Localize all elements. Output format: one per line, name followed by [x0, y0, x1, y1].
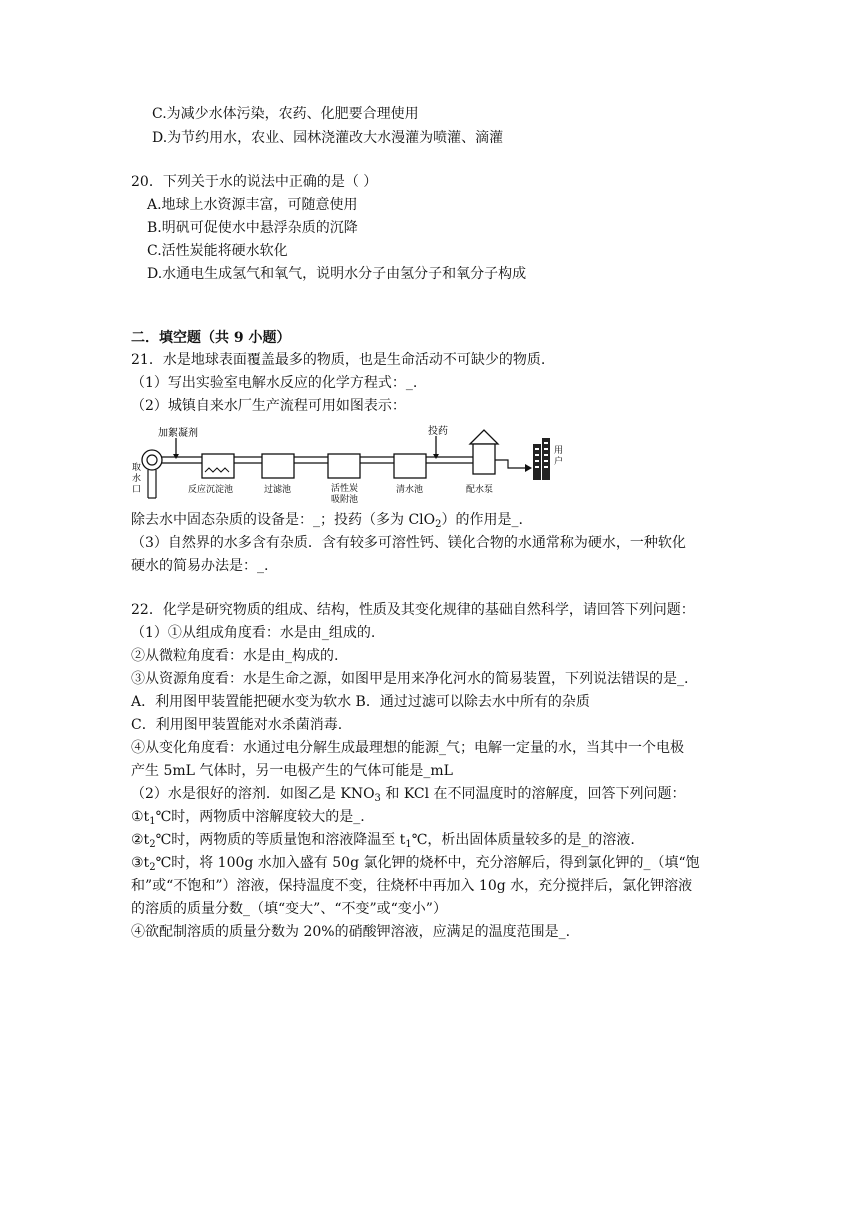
- section-title: 二．填空题（共 9 小题）: [131, 330, 291, 346]
- q20-option-b: B.明矾可促使水中悬浮杂质的沉降: [147, 220, 358, 236]
- q22-line8: （2）水是很好的溶剂．如图乙是 $KNO_3$ 和 KCl 在不同温度时的溶解度，回答下列问题：: [131, 786, 686, 804]
- q19-option-d: D.为节约用水，农业、园林浇灌改大水漫灌为喷灌、滴灌: [152, 130, 504, 146]
- q21-part2-answer: 除去水中固态杂质的设备是：_；投药（多为 ClO$_2$）的作用是_.: [131, 512, 523, 530]
- q21-stem: 21．水是地球表面覆盖最多的物质，也是生命活动不可缺少的物质.: [131, 352, 546, 368]
- q22-line9: $①t_1℃$时，两物质中溶解度较大的是_.: [131, 809, 365, 827]
- q22-line11: $③t_2℃$时，将 100g 水加入盛有 50g 氯化钾的烧杯中，充分溶解后，得到氯化钾的_（填“饱: [131, 855, 700, 873]
- water-plant-flow-diagram: [128, 420, 568, 506]
- user-label-2: 户: [554, 457, 564, 467]
- q22-line10: $②t_2℃$时，两物质的等质量饱和溶液降温至 $t_1℃$，析出固体质量较多的是_的溶液.: [131, 832, 635, 850]
- intake-pump-inner: [147, 455, 157, 465]
- adsorption-tank: [328, 454, 360, 478]
- coagulant-label: 加絮凝剂: [158, 428, 198, 439]
- user-buildings-icon: [533, 438, 550, 480]
- q22-line1: （1）①从组成角度看：水是由_组成的.: [131, 625, 376, 641]
- intake-label-1: 取: [132, 463, 142, 473]
- q20-stem: 20．下列关于水的说法中正确的是（ ）: [131, 174, 378, 190]
- q21-part3-line1: （3）自然界的水多含有杂质．含有较多可溶性钙、镁化合物的水通常称为硬水，一种软化: [131, 535, 686, 551]
- q22-line5: C．利用图甲装置能对水杀菌消毒.: [131, 717, 343, 733]
- outlet-arrow: [525, 464, 532, 472]
- clear-water-tank: [394, 454, 426, 478]
- q22-line3: ③从资源角度看：水是生命之源，如图甲是用来净化河水的简易装置，下列说法错误的是_.: [131, 671, 689, 687]
- intake-pump-outer: [142, 450, 162, 470]
- q20-option-d: D.水通电生成氢气和氧气，说明水分子由氢分子和氧分子构成: [147, 266, 527, 282]
- dosing-label: 投药: [428, 426, 448, 437]
- q22-line7: 产生 5mL 气体时，另一电极产生的气体可能是_mL: [131, 763, 453, 779]
- q19-option-c: C.为减少水体污染，农药、化肥要合理使用: [152, 106, 419, 122]
- pump-label: 配水泵: [466, 485, 494, 495]
- intake-label-3: 口: [132, 485, 142, 495]
- q21-part3-line2: 硬水的简易办法是：_.: [131, 558, 269, 574]
- tank-label-carbon-2: 吸附池: [331, 495, 359, 505]
- q22-line12: 和”或“不饱和”）溶液，保持温度不变，往烧杯中再加入 10g 水，充分搅拌后，氯化钾溶液: [131, 878, 693, 894]
- pump-house: [473, 444, 495, 474]
- sedimentation-tank: [202, 454, 234, 478]
- q21-part2: （2）城镇自来水厂生产流程可用如图表示：: [131, 398, 406, 414]
- outlet-pipe: [495, 460, 525, 468]
- tank-label-sedimentation: 反应沉淀池: [188, 485, 234, 495]
- q22-stem: 22．化学是研究物质的组成、结构，性质及其变化规律的基础自然科学，请回答下列问题：: [131, 602, 695, 618]
- pump-house-roof: [470, 430, 498, 444]
- user-label-1: 用: [554, 446, 564, 456]
- q21-part1: （1）写出实验室电解水反应的化学方程式：_.: [131, 375, 418, 391]
- q22-line14: ④欲配制溶质的质量分数为 20%的硝酸钾溶液，应满足的温度范围是_.: [131, 924, 571, 940]
- intake-label-2: 水: [132, 474, 142, 484]
- tank-label-carbon-1: 活性炭: [331, 484, 359, 494]
- q22-line6: ④从变化角度看：水通过电分解生成最理想的能源_气；电解一定量的水，当其中一个电极: [131, 740, 684, 756]
- q20-option-a: A.地球上水资源丰富，可随意使用: [147, 197, 358, 213]
- q22-line4: A．利用图甲装置能把硬水变为软水 B．通过过滤可以除去水中所有的杂质: [131, 694, 590, 710]
- q22-line2: ②从微粒角度看：水是由_构成的.: [131, 648, 339, 664]
- q22-line13: 的溶质的质量分数_（填“变大”、“不变”或“变小”）: [131, 901, 447, 917]
- tank-label-clear: 清水池: [396, 485, 424, 495]
- q20-option-c: C.活性炭能将硬水软化: [147, 243, 288, 259]
- tank-label-filter: 过滤池: [264, 485, 292, 495]
- filter-tank: [262, 454, 294, 478]
